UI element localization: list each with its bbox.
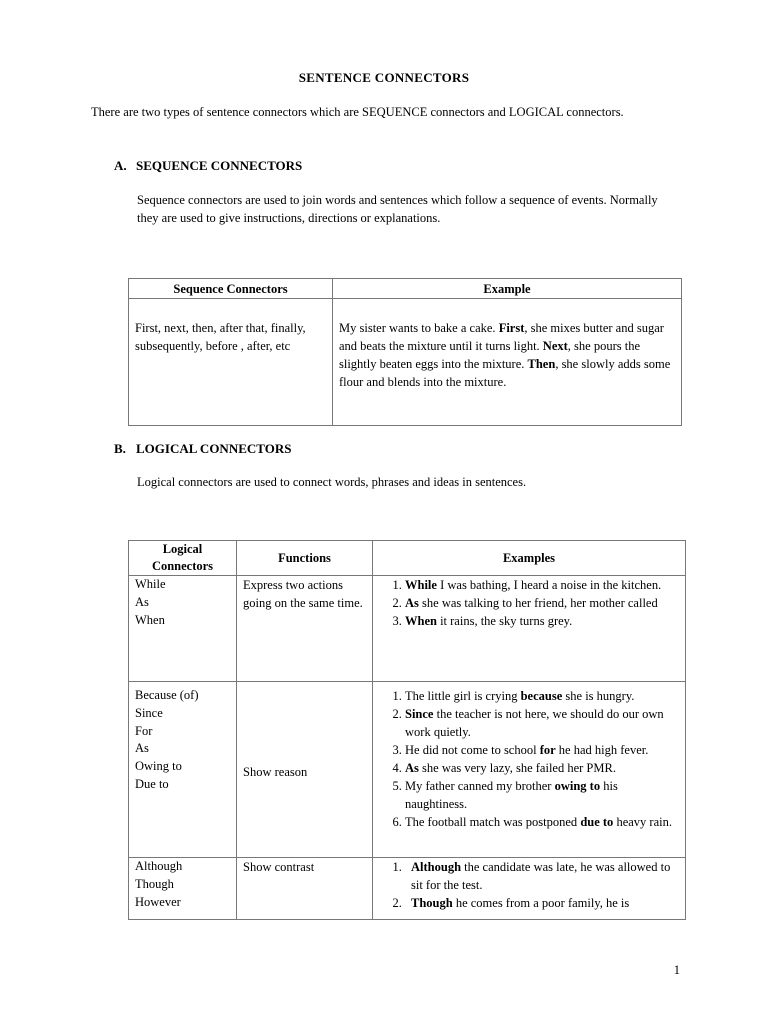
bold-connector-text: As bbox=[405, 761, 419, 775]
table-row bbox=[129, 682, 686, 858]
list-item bbox=[405, 813, 679, 831]
sequence-connectors-cell: First, next, then, after that, finally, subsequently, before , after, etc bbox=[129, 299, 333, 426]
connectors-cell bbox=[129, 682, 237, 858]
section-a-letter: A. bbox=[114, 158, 127, 173]
connector-item: Although bbox=[135, 859, 183, 873]
example-text: he had high fever. bbox=[555, 743, 649, 757]
section-b-heading bbox=[114, 440, 291, 458]
bold-connector-text: due to bbox=[580, 815, 614, 829]
connector-item: Owing to bbox=[135, 759, 182, 774]
examples-list bbox=[379, 858, 679, 912]
table-header-cell: Example bbox=[333, 279, 682, 299]
function-cell: Express two actions going on the same time. bbox=[237, 576, 373, 682]
bold-connector-text: owing to bbox=[554, 779, 601, 793]
section-a-heading bbox=[114, 157, 302, 175]
example-text: heavy rain. bbox=[613, 815, 672, 829]
connectors-cell bbox=[129, 858, 237, 920]
list-item bbox=[405, 858, 679, 894]
table-header-cell: Functions bbox=[237, 541, 373, 576]
bold-connector-text: While bbox=[405, 578, 437, 592]
section-b-title: LOGICAL CONNECTORS bbox=[136, 441, 292, 456]
example-text: the teacher is not here, we should do our own work quietly. bbox=[405, 707, 664, 739]
connector-item: Due to bbox=[135, 776, 169, 791]
examples-cell bbox=[373, 682, 686, 858]
example-text: My sister wants to bake a cake. bbox=[339, 321, 499, 335]
page-title: SENTENCE CONNECTORS bbox=[298, 70, 470, 85]
connector-item: When bbox=[135, 612, 165, 627]
connector-item: While bbox=[135, 577, 166, 591]
connector-item: Because (of) bbox=[135, 688, 199, 702]
example-text: The little girl is crying bbox=[405, 689, 521, 703]
table-header-cell: Sequence Connectors bbox=[129, 279, 333, 299]
bold-connector-text: Though bbox=[411, 896, 453, 910]
list-item bbox=[405, 894, 679, 912]
example-text: I was bathing, I heard a noise in the kitchen. bbox=[436, 578, 662, 592]
example-text: The football match was postponed bbox=[405, 815, 581, 829]
examples-cell bbox=[373, 576, 686, 682]
section-b-description: Logical connectors are used to connect words, phrases and ideas in sentences. bbox=[137, 475, 527, 489]
table-row bbox=[129, 858, 686, 920]
list-item bbox=[405, 576, 679, 594]
bold-connector-text: because bbox=[520, 689, 563, 703]
examples-list bbox=[379, 576, 679, 630]
example-text: his naughtiness. bbox=[405, 779, 618, 811]
section-b-letter: B. bbox=[114, 441, 126, 456]
example-text: the candidate was late, he was allowed to sit for the test. bbox=[411, 860, 671, 892]
connector-item: However bbox=[135, 894, 181, 909]
bold-connector-text: First bbox=[498, 321, 525, 335]
bold-connector-text: for bbox=[539, 743, 556, 757]
bold-connector-text: Next bbox=[542, 339, 568, 353]
table-header-cell: Logical Connectors bbox=[129, 541, 237, 576]
section-a-title: SEQUENCE CONNECTORS bbox=[136, 158, 303, 173]
connectors-cell bbox=[129, 576, 237, 682]
example-text: , she slowly adds some flour and blends into the mixture. bbox=[339, 357, 671, 389]
table-header-row bbox=[129, 541, 686, 576]
logical-connectors-table bbox=[128, 540, 686, 920]
example-text: she was talking to her friend, her mother called bbox=[418, 596, 658, 610]
bold-connector-text: When bbox=[405, 614, 437, 628]
function-cell: Show reason bbox=[237, 682, 373, 858]
example-text: , she pours the slightly beaten eggs into the mixture. bbox=[339, 339, 641, 371]
examples-list bbox=[379, 687, 679, 831]
bold-connector-text: Then bbox=[527, 357, 556, 371]
list-item bbox=[405, 612, 679, 630]
connector-item: As bbox=[135, 594, 149, 609]
intro-paragraph: There are two types of sentence connectors which are SEQUENCE connectors and LOGICAL connectors. bbox=[91, 105, 624, 119]
list-item bbox=[405, 687, 679, 705]
examples-cell bbox=[373, 858, 686, 920]
example-text: she was very lazy, she failed her PMR. bbox=[418, 761, 616, 775]
list-item bbox=[405, 759, 679, 777]
list-item bbox=[405, 705, 679, 741]
sequence-connectors-table bbox=[128, 278, 682, 426]
example-text: she is hungry. bbox=[562, 689, 635, 703]
connector-item: Since bbox=[135, 705, 163, 720]
connector-item: For bbox=[135, 723, 153, 738]
bold-connector-text: As bbox=[405, 596, 419, 610]
connector-item: As bbox=[135, 741, 149, 756]
bold-connector-text: Since bbox=[405, 707, 434, 721]
list-item bbox=[405, 594, 679, 612]
table-row bbox=[129, 576, 686, 682]
table-row bbox=[129, 299, 682, 426]
connector-item: Though bbox=[135, 876, 174, 891]
page-number: 1 bbox=[673, 963, 680, 977]
function-cell: Show contrast bbox=[237, 858, 373, 920]
list-item bbox=[405, 741, 679, 759]
table-header-cell: Examples bbox=[373, 541, 686, 576]
example-text: My father canned my brother bbox=[405, 779, 555, 793]
example-text: , she mixes butter and sugar and beats the mixture until it turns light. bbox=[339, 321, 664, 353]
table-header-row bbox=[129, 279, 682, 299]
example-text: He did not come to school bbox=[405, 743, 540, 757]
example-text: it rains, the sky turns grey. bbox=[436, 614, 573, 628]
list-item bbox=[405, 777, 679, 813]
section-a-description: Sequence connectors are used to join words and sentences which follow a sequence of events. Normally they are used to give instructions, directions or explanations. bbox=[137, 193, 658, 225]
sequence-example-cell bbox=[333, 299, 682, 426]
example-text: he comes from a poor family, he is bbox=[452, 896, 630, 910]
bold-connector-text: Although bbox=[411, 860, 462, 874]
